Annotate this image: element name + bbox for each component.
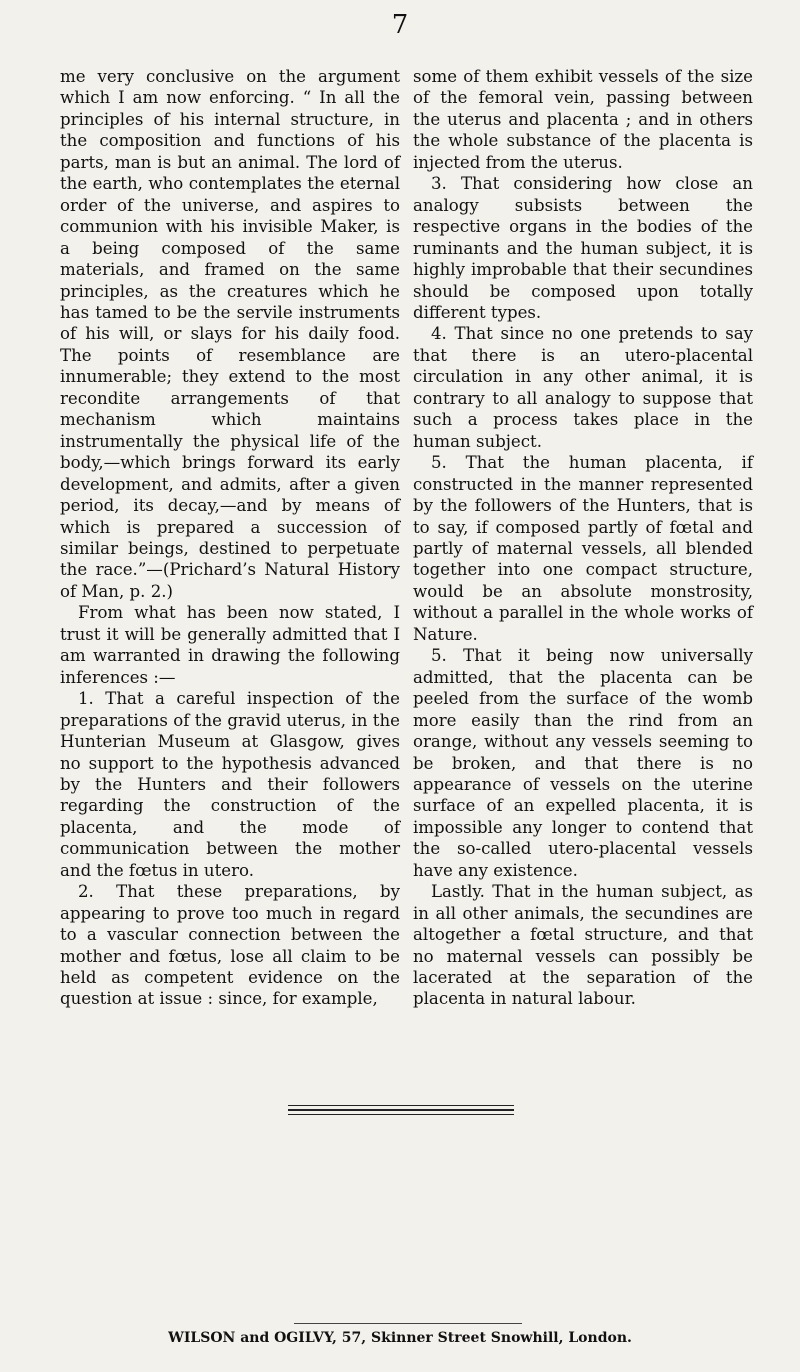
rule-line <box>288 1114 514 1115</box>
right-column <box>413 66 753 1010</box>
paragraph: 4. That since no one pretends to say that there is an utero-placental circulation in any other animal, it is contrary to all analogy to suppose that such a process takes place in the human subject. <box>413 324 753 451</box>
paragraph: 1. That a careful inspection of the preparations of the gravid uterus, in the Hunterian Museum at Glasgow, gives no support to the hypothesis advanced by the Hunters and their followers regarding the construction of the placenta, and the mode of communication between the mother and the fœtus in utero. <box>60 689 400 880</box>
rule-line <box>288 1105 514 1106</box>
paragraph: 3. That considering how close an analogy subsists between the respective organs in the bodies of the ruminants and the human subject, it is highly improbable that their secundines should be composed upon totally different types. <box>413 174 753 322</box>
page-number: 7 <box>391 10 409 40</box>
paragraph: Lastly. That in the human subject, as in all other animals, the secundines are altogether a fœtal structure, and that no maternal vessels can possibly be lacerated at the separation of the placenta in natural labour. <box>413 882 753 1009</box>
paragraph: 5. That it being now universally admitted, that the placenta can be peeled from the surface of the womb more easily than the rind from an orange, without any vessels seeming to be broken, and that there is no appearance of vessels on the uterine surface of an expelled placenta, it is impossible any longer to contend that the so-called utero-placental vessels have any existence. <box>413 646 753 880</box>
paragraph: me very conclusive on the argument which I am now enforcing. “ In all the principles of his internal structure, in the composition and functions of his parts, man is but an animal. The lord of the earth, who contemplates the eternal order of the universe, and aspires to communion with his invisible Maker, is a being composed of the same materials, and framed on the same principles, as the creatures which he has tamed to be the servile instruments of his will, or slays for his daily food. The points of resemblance are innumerable; they extend to the most recondite arrangements of that mechanism which maintains instrumentally the physical life of the body,—which brings forward its early development, and admits, after a given period, its decay,—and by means of which is prepared a succession of similar beings, destined to perpetuate the race.”—(Prichard’s Natural History of Man, p. 2.) <box>60 67 400 601</box>
imprint-rule <box>294 1323 522 1324</box>
paragraph: 5. That the human placenta, if constructed in the manner represented by the followers of the Hunters, that is to say, if composed partly of fœtal and partly of maternal vessels, all blended together into one compact structure, would be an absolute monstrosity, without a parallel in the whole works of Nature. <box>413 453 753 644</box>
printer-imprint: WILSON and OGILVY, 57, Skinner Street Snowhill, London. <box>168 1330 632 1346</box>
left-column <box>60 66 400 1010</box>
paragraph: 2. That these preparations, by appearing to prove too much in regard to a vascular connection between the mother and fœtus, lose all claim to be held as competent evidence on the question at issue : since, for example, <box>60 882 400 1009</box>
rule-line <box>288 1109 514 1111</box>
paragraph: From what has been now stated, I trust it will be generally admitted that I am warranted in drawing the following inferences :— <box>60 603 400 687</box>
paragraph: some of them exhibit vessels of the size of the femoral vein, passing between the uterus and placenta ; and in others the whole substance of the placenta is injected from the uterus. <box>413 67 753 172</box>
end-rule <box>288 1105 514 1115</box>
